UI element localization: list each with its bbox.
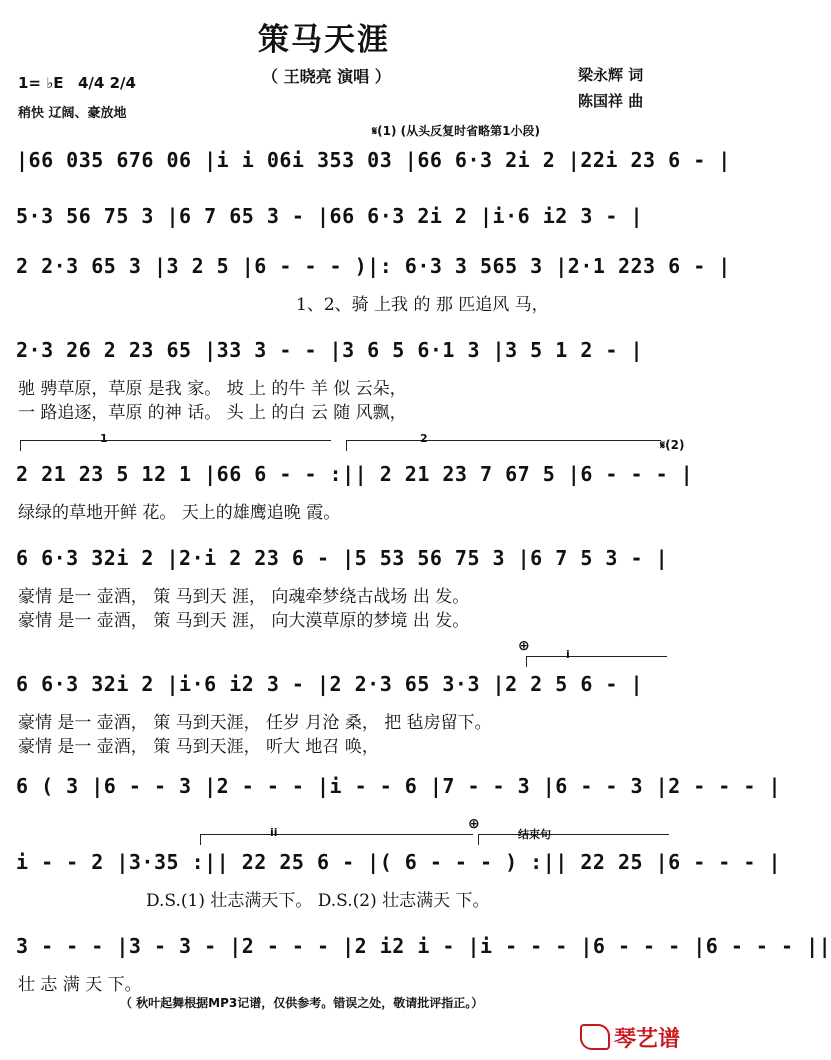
coda-icon: ⊕ xyxy=(468,816,480,832)
lyricist: 梁永辉 词 xyxy=(578,66,644,84)
score-row-9: i - - 2 |3·35 :|| 22 25 6 - |( 6 - - - ) :|| 22 25 |6 - - - | xyxy=(16,850,782,874)
lyric-line: 壮 志 满 天 下。 xyxy=(18,975,142,995)
lyric-line: 豪情 是一 壶酒， 策 马到天涯， 任岁 月沧 桑， 把 毡房留下。 xyxy=(18,713,492,733)
key-signature: 1= ♭E xyxy=(18,74,64,92)
logo-icon xyxy=(580,1024,610,1050)
site-logo xyxy=(580,1022,680,1053)
segno-mark-2: 𝄋(2) xyxy=(660,438,685,452)
time-signature: 4/4 2/4 xyxy=(78,74,136,92)
coda-label-i: i xyxy=(566,648,570,661)
lyric-line: 驰 骋草原，草原 是我 家。 坡 上 的牛 羊 似 云朵， xyxy=(18,379,407,399)
coda-bracket-ii xyxy=(200,834,473,845)
score-row-8: 6 ( 3 |6 - - 3 |2 - - - |i - - 6 |7 - - 3 |6 - - 3 |2 - - - | xyxy=(16,774,782,798)
lyric-line: 一 路追逐，草原 的神 话。 头 上 的白 云 随 风飘， xyxy=(18,403,407,423)
lyric-line: D.S.(1) 壮志满天下。 D.S.(2) 壮志满天 下。 xyxy=(146,891,490,911)
score-row-4: 2·3 26 2 23 65 |33 3 - - |3 6 5 6·1 3 |3 5 1 2 - | xyxy=(16,338,644,362)
ending-bracket xyxy=(478,834,669,845)
volta-label-2: 2 xyxy=(420,432,428,445)
ds-note: 𝄋(1) (从头反复时省略第1小段) xyxy=(372,124,540,138)
performer-line: （ 王晓亮 演唱 ） xyxy=(262,67,391,86)
lyric-line: 绿绿的草地开鲜 花。 天上的雄鹰追晚 霞。 xyxy=(18,503,341,523)
lyric-line: 豪情 是一 壶酒， 策 马到天涯， 听大 地召 唤， xyxy=(18,737,379,757)
lyric-line: 豪情 是一 壶酒， 策 马到天 涯， 向魂牵梦绕古战场 出 发。 xyxy=(18,587,470,607)
transcriber-note: （ 秋叶起舞根据MP3记谱，仅供参考。错误之处，敬请批评指正。） xyxy=(120,996,484,1010)
coda-label-ii: ii xyxy=(270,826,278,839)
score-row-2: 5·3 56 75 3 |6 7 65 3 - |66 6·3 2i 2 |i·6 i2 3 - | xyxy=(16,204,644,228)
coda-bracket-i xyxy=(526,656,667,667)
logo-text: 琴艺谱 xyxy=(614,1027,681,1052)
tempo-marking: 稍快 辽阔、豪放地 xyxy=(18,106,127,121)
score-row-3: 2 2·3 65 3 |3 2 5 |6 - - - )|: 6·3 3 565 3 |2·1 223 6 - | xyxy=(16,254,731,278)
volta-bracket-1 xyxy=(20,440,331,451)
coda-icon: ⊕ xyxy=(518,638,530,654)
score-row-5: 2 21 23 5 12 1 |66 6 - - :|| 2 21 23 7 67 5 |6 - - - | xyxy=(16,462,694,486)
lyric-line: 豪情 是一 壶酒， 策 马到天 涯， 向大漠草原的梦境 出 发。 xyxy=(18,611,470,631)
page-title: 策马天涯 xyxy=(258,22,390,58)
composer: 陈国祥 曲 xyxy=(578,92,644,110)
score-row-1: |66 035 676 06 |i i 06i 353 03 |66 6·3 2i 2 |22i 23 6 - | xyxy=(16,148,731,172)
score-row-6: 6 6·3 32i 2 |2·i 2 23 6 - |5 53 56 75 3 |6 7 5 3 - | xyxy=(16,546,669,570)
ending-label: 结束句 xyxy=(518,828,551,841)
score-row-10: 3 - - - |3 - 3 - |2 - - - |2 i2 i - |i - - - |6 - - - |6 - - - || xyxy=(16,934,831,958)
volta-bracket-2 xyxy=(346,440,661,451)
lyric-line: 1、2、骑 上我 的 那 匹追风 马， xyxy=(296,295,549,315)
score-row-7: 6 6·3 32i 2 |i·6 i2 3 - |2 2·3 65 3·3 |2 2 5 6 - | xyxy=(16,672,644,696)
volta-label-1: 1 xyxy=(100,432,108,445)
